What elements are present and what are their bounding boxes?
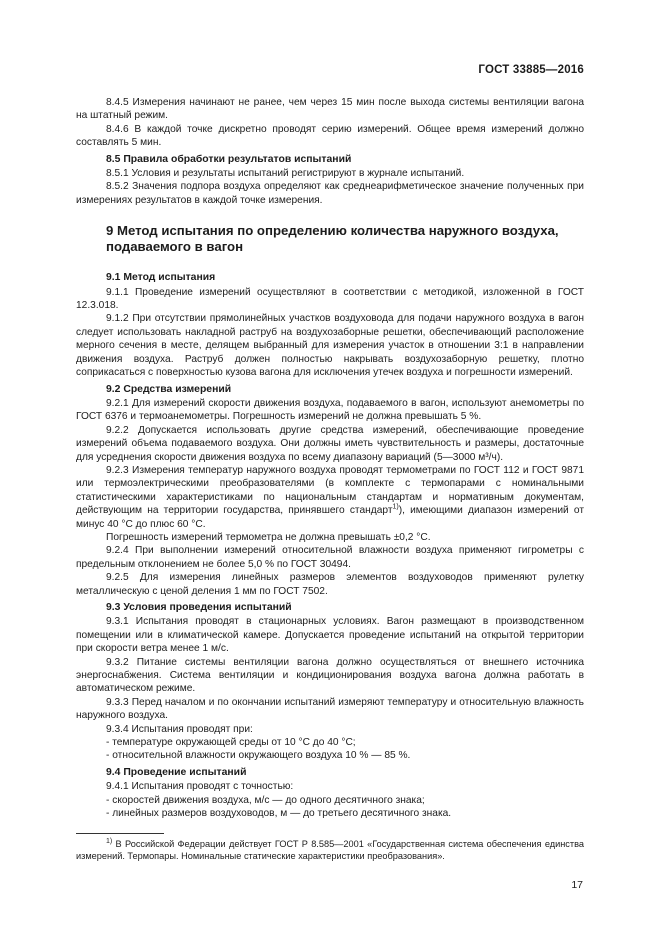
paragraph: 9.3.4 Испытания проводят при:	[106, 723, 253, 735]
paragraph: 9.3.3 Перед началом и по окончании испытаний измеряют температуру и относительную влажность наружного воздуха.	[76, 696, 584, 722]
paragraph: 9.2.1 Для измерений скорости движения воздуха, подаваемого в вагон, используют анемометры по ГОСТ 6376 и термоанемометры. Погрешность измерений не должна превышать 5 %.	[76, 397, 584, 423]
footnote-text: В Российской Федерации действует ГОСТ Р 8.585—2001 «Государственная система обеспечения единства измерений. Термопары. Номинальные статические характеристики преобразования».	[76, 838, 584, 861]
subsection-heading: 9.1 Метод испытания	[106, 272, 216, 284]
document-code-header: ГОСТ 33885—2016	[478, 64, 584, 76]
paragraph-text: ), имеющими диапазон измерений от минус 40 °С до плюс 60 °С.	[76, 505, 584, 530]
paragraph: 9.3.2 Питание системы вентиляции вагона должно осуществляться от внешнего источника энергоснабжения. Система вентиляции и кондиционирования воздуха вагона должна работать в автоматическом режиме.	[76, 656, 584, 695]
subsection-heading: 9.4 Проведение испытаний	[106, 766, 247, 778]
paragraph: 8.5.1 Условия и результаты испытаний регистрируют в журнале испытаний.	[106, 168, 465, 180]
paragraph: Погрешность измерений термометра не должна превышать ±0,2 °С.	[106, 531, 431, 543]
subsection-heading: 8.5 Правила обработки результатов испытаний	[106, 153, 352, 165]
paragraph: 9.2.2 Допускается использовать другие средства измерений, обеспечивающие проведение измерений объема подаваемого воздуха. Они должны иметь чувствительность и размеры, достаточные для усреднения скорости движения воздуха по всему диапазону вариаций (5—3000 м³/ч).	[76, 424, 584, 463]
paragraph: 9.2.4 При выполнении измерений относительной влажности воздуха применяют гигрометры с предельным отклонением не более 5,0 % по ГОСТ 30494.	[76, 545, 584, 570]
paragraph: 9.2.5 Для измерения линейных размеров элементов воздуховодов применяют рулетку металлическую с ценой деления 1 мм по ГОСТ 7502.	[76, 572, 584, 597]
list-item: - температуре окружающей среды от 10 °С до 40 °С;	[106, 737, 356, 749]
subsection-heading: 9.3 Условия проведения испытаний	[106, 602, 292, 613]
paragraph	[76, 464, 584, 531]
footnote-reference: 1)	[392, 503, 399, 511]
footnote-separator	[76, 833, 164, 834]
paragraph-text: 9.2.3 Измерения температур наружного воздуха проводят термометрами по ГОСТ 112 и ГОСТ 9871 или термоэлектрическими преобразователями (в комплекте с термопарами с номинальными статистическими характеристиками по национальным стандартам и нормативным документам, действующим на территории государства, принявшего стандарт	[76, 464, 584, 517]
paragraph: 8.5.2 Значения подпора воздуха определяют как среднеарифметическое значение полученных при измерениях результатов в каждой точке измерения.	[76, 181, 584, 206]
paragraph: 8.4.5 Измерения начинают не ранее, чем через 15 мин после выхода системы вентиляции вагона на штатный режим.	[76, 97, 584, 122]
page-number: 17	[571, 879, 583, 891]
paragraph: 9.4.1 Испытания проводят с точностью:	[106, 781, 294, 793]
footnote-mark: 1)	[106, 837, 113, 845]
paragraph: 9.1.1 Проведение измерений осуществляют в соответствии с методикой, изложенной в ГОСТ 12.3.018.	[76, 286, 584, 312]
footnote	[76, 838, 584, 862]
section-heading: 9 Метод испытания по определению количества наружного воздуха, подаваемого в вагон	[106, 223, 559, 255]
paragraph: 8.4.6 В каждой точке дискретно проводят серию измерений. Общее время измерений должно составлять 5 мин.	[76, 123, 584, 149]
list-item: - скоростей движения воздуха, м/с — до одного десятичного знака;	[106, 794, 425, 806]
list-item: - линейных размеров воздуховодов, м — до третьего десятичного знака.	[106, 808, 452, 820]
paragraph: 9.1.2 При отсутствии прямолинейных участков воздуховода для подачи наружного воздуха в вагон следует использовать накладной раструб на воздухозаборные решетки, обеспечивающий расположение мерного сечения в месте, делящем выбранный для измерения участок в отношении 3:1 в направлении движения воздуха. Раструб должен полностью накрывать воздухозаборную решетку, плотно соприкасаться с поверхностью кузова вагона для исключения утечек воздуха и погрешности измерений.	[76, 313, 584, 379]
paragraph: 9.3.1 Испытания проводят в стационарных условиях. Вагон размещают в производственном помещении или в климатической камере. Допускается проведение испытаний на открытой территории при скорости ветра менее 1 м/с.	[76, 616, 584, 655]
subsection-heading: 9.2 Средства измерений	[106, 383, 232, 395]
list-item: - относительной влажности окружающего воздуха 10 % — 85 %.	[106, 750, 411, 762]
document-body	[76, 96, 584, 862]
